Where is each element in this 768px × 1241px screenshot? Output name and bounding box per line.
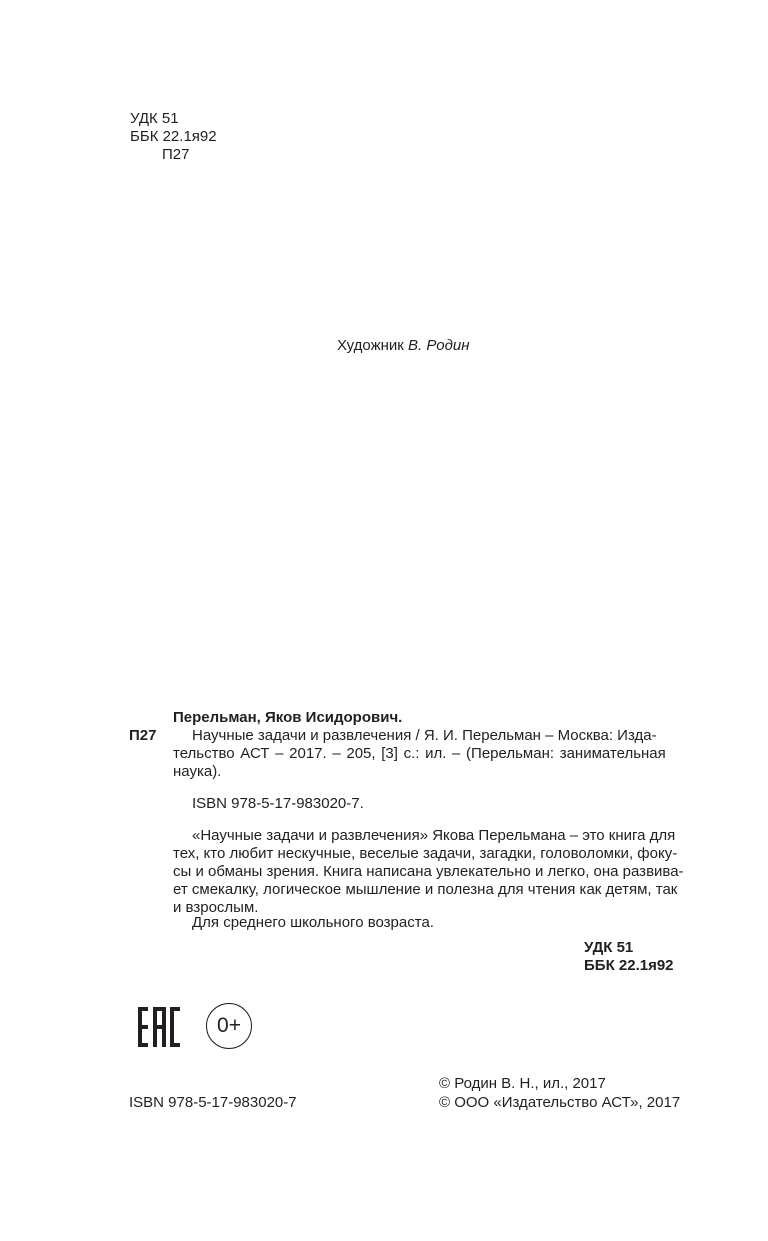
author-mark: П27 [129, 727, 157, 744]
eac-icon [138, 1007, 180, 1047]
description-line-3: наука). [173, 763, 222, 780]
illustrator-credit [337, 337, 469, 355]
author-mark-top: П27 [162, 146, 190, 163]
annotation-line-2: тех, кто любит нескучные, веселые задачи, загадки, головоломки, фоку- [173, 845, 678, 862]
udk-code-card: УДК 51 [584, 939, 634, 956]
age-rating-label: 0+ [217, 1014, 241, 1037]
isbn-catalog: ISBN 978-5-17-983020-7. [192, 795, 364, 812]
copyright-publisher: © ООО «Издательство АСТ», 2017 [439, 1094, 681, 1111]
annotation-line-3: сы и обманы зрения. Книга написана увлекательно и легко, она развива- [173, 863, 684, 880]
author-heading: Перельман, Яков Исидорович. [173, 709, 403, 726]
bbk-code-card: ББК 22.1я92 [584, 957, 674, 974]
copyright-illustrator: © Родин В. Н., ил., 2017 [439, 1075, 606, 1092]
audience-note: Для среднего школьного возраста. [192, 914, 434, 931]
illustrator-label: Художник [337, 337, 404, 354]
udk-code-top: УДК 51 [130, 110, 179, 127]
annotation-line-1: «Научные задачи и развлечения» Якова Перельмана – это книга для [192, 827, 676, 844]
annotation-line-5: и взрослым. [173, 899, 259, 916]
isbn-footer: ISBN 978-5-17-983020-7 [129, 1094, 297, 1111]
age-rating-badge [206, 1003, 252, 1049]
description-line-1: Научные задачи и развлечения / Я. И. Перельман – Москва: Изда- [192, 727, 657, 744]
description-line-2: тельство АСТ – 2017. – 205, [3] с.: ил. – (Перельман: занимательная [173, 745, 666, 762]
bbk-code-top: ББК 22.1я92 [130, 128, 217, 145]
annotation-line-4: ет смекалку, логическое мышление и полезна для чтения как детям, так [173, 881, 678, 898]
illustrator-name: В. Родин [408, 337, 470, 354]
